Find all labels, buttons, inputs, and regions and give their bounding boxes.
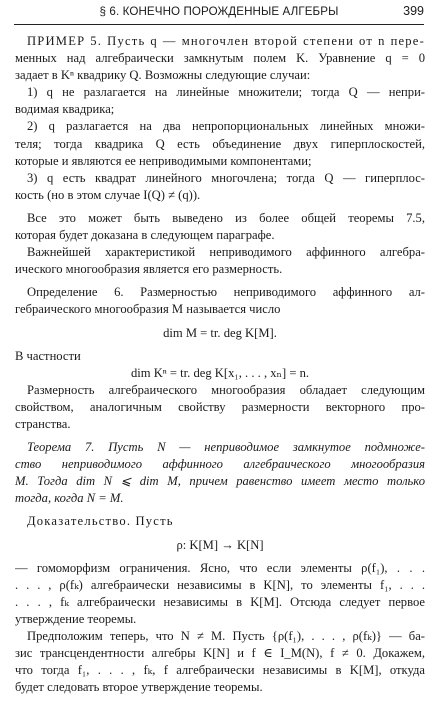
text-line: теля; тогда квадрика Q есть объединение двух гиперплоскостей, <box>15 136 425 151</box>
text-line: — гомоморфизм ограничения. Ясно, что если элементы ρ(f₁), . . . <box>15 560 425 575</box>
text-line: будет следовать второе утверждение теоремы. <box>15 680 263 695</box>
formula-dim-kn: dim Kⁿ = tr. deg K[x₁, . . . , xₙ] = n. <box>130 365 310 380</box>
text-line: гебраического многообразия M называется число <box>15 302 281 317</box>
text-line: . . . , ρ(fₖ) алгебраически независимы в K[N], то элементы f₁, . . . <box>15 577 425 592</box>
case-3-line: 3) q есть квадрат линейного многочлена; тогда Q — гиперплос- <box>27 170 425 185</box>
running-head: § 6. КОНЕЧНО ПОРОЖДЕННЫЕ АЛГЕБРЫ <box>99 5 339 18</box>
page-number: 399 <box>403 4 424 18</box>
text-line: ического многообразия является его размерность. <box>15 262 283 277</box>
text-line: Размерность алгебраического многообразия обладает следующим <box>27 382 425 397</box>
text-line: Важнейшей характеристикой неприводимого аффинного алгебра- <box>27 245 425 260</box>
text-line: которые и являются ее неприводимыми компонентами; <box>15 153 312 168</box>
text-line: зис трансцендентности алгебры K[N] и f ∈ I_M(N), f ≠ 0. Докажем, <box>15 646 425 661</box>
text-line: Предположим теперь, что N ≠ M. Пусть {ρ(f₁), . . . , ρ(fₖ)} — ба- <box>27 629 425 643</box>
page-header <box>14 2 424 25</box>
text-line: В частности <box>15 348 81 363</box>
text-line: задает в Kⁿ квадрику Q. Возможны следующие случаи: <box>15 68 311 83</box>
proof-line: Доказательство. Пусть <box>27 514 174 529</box>
text-line: свойством, аналогичным свойству размерности векторного про- <box>15 399 425 414</box>
theorem-text-line: тогда, когда N = M. <box>15 491 124 506</box>
text-line: Все это может быть выведено из более общей теоремы 7.5, <box>27 210 425 225</box>
theorem-text-line: ство неприводимого аффинного алгебраического многообразия <box>15 457 425 472</box>
theorem-7-line: Теорема 7. Пусть N — неприводимое замкнутое подмноже- <box>27 440 425 455</box>
text-line: водимая квадрика; <box>15 102 115 117</box>
case-1-line: 1) q не разлагается на линейные множители; тогда Q — непри- <box>27 85 425 100</box>
text-line: что тогда f₁, . . . , fₖ, f алгебраически независимы в K[M], откуда <box>15 663 425 678</box>
formula-rho: ρ: K[M] → K[N] <box>176 537 264 552</box>
text-line: кость (но в этом случае I(Q) ≠ (q)). <box>15 187 201 202</box>
page-body <box>15 33 425 696</box>
definition-6-line: Определение 6. Размерностью неприводимого аффинного ал- <box>27 285 425 300</box>
text-line: . . . , fₖ алгебраически независимы в K[M]. Отсюда следует первое <box>15 594 425 609</box>
example-5-line: ПРИМЕР 5. Пусть q — многочлен второй степени от n пере- <box>27 34 425 48</box>
text-line: странства. <box>15 416 71 431</box>
case-2-line: 2) q разлагается на два непропорциональных линейных множи- <box>27 119 425 134</box>
text-line: утверждение теоремы. <box>15 611 137 626</box>
text-line: менных над алгебраически замкнутым полем K. Уравнение q = 0 <box>15 51 425 66</box>
theorem-text-line: M. Тогда dim N ⩽ dim M, причем равенство имеет место только <box>15 474 425 489</box>
formula-dim-m: dim M = tr. deg K[M]. <box>163 325 277 340</box>
text-line: которая будет доказана в следующем параграфе. <box>15 228 275 243</box>
